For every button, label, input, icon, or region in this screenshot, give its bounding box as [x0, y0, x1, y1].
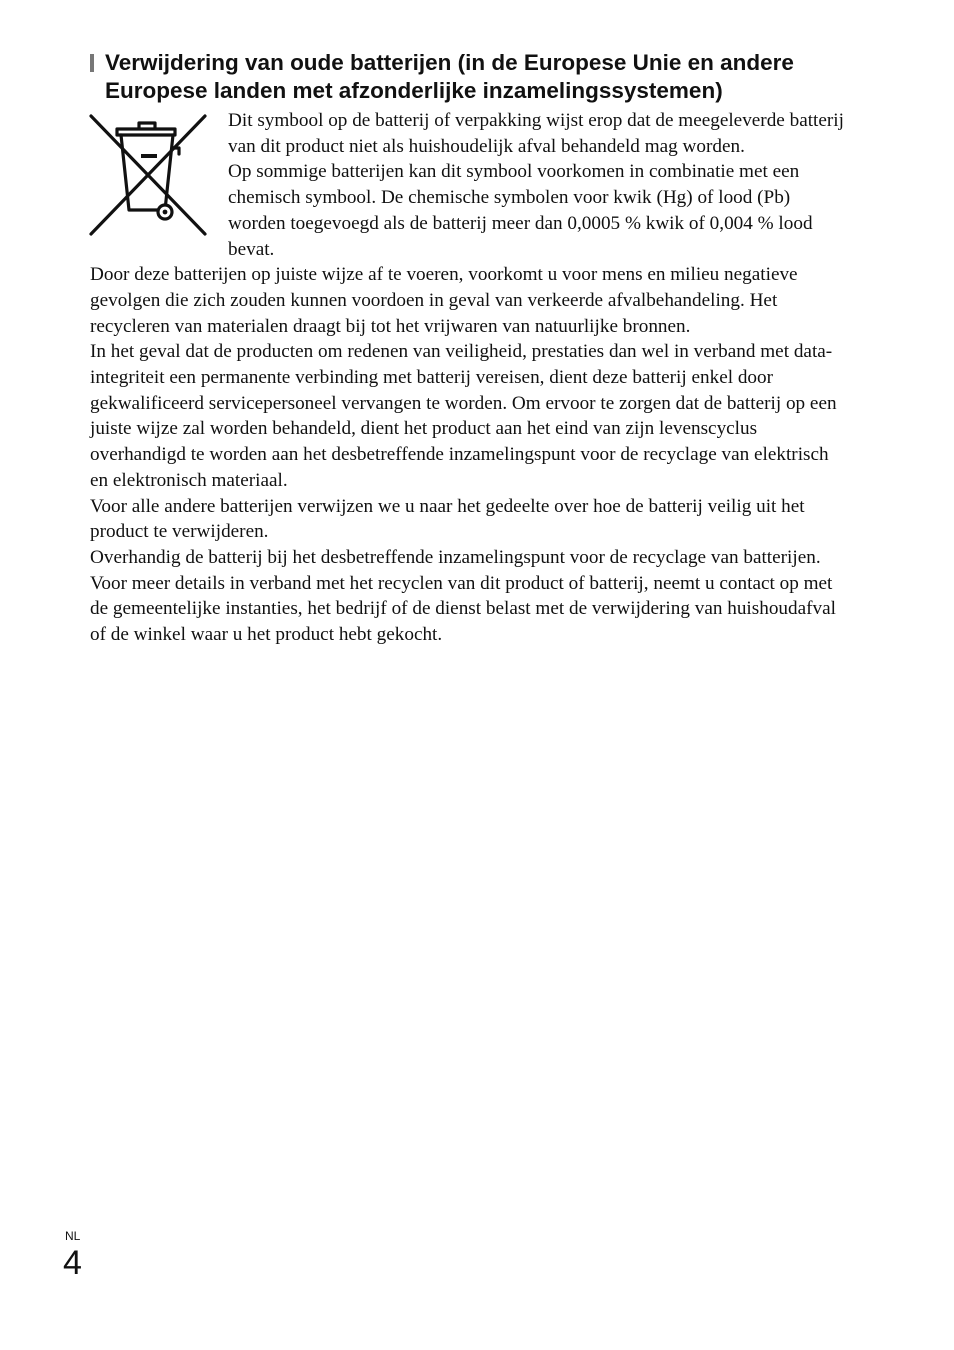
- page-language-code: NL: [65, 1229, 81, 1243]
- heading-marker-bar: [90, 54, 94, 72]
- section-heading-text: Verwijdering van oude batterijen (in de Europese Unie en andere Europese landen met afzonderlijke inzamelingssystemen): [105, 50, 794, 103]
- section-heading: [90, 49, 870, 105]
- paragraph: Voor alle andere batterijen verwijzen we u naar het gedeelte over hoe de batterij veilig uit het product te verwijderen.: [90, 495, 805, 543]
- paragraph: Overhandig de batterij bij het desbetreffende inzamelingspunt voor de recyclage van batterijen.: [90, 546, 821, 568]
- paragraph: In het geval dat de producten om redenen van veiligheid, prestaties dan wel in verband met data-integriteit een permanente verbinding met batterij vereisen, dient deze batterij enkel door gekwalificeerd servicepersoneel vervangen te worden. Om ervoor te zorgen dat de batterij op een juiste wijze zal worden behandeld, dient het product aan het eind van zijn levenscyclus overhandigd te worden aan het desbetreffende inzamelingspunt voor de recyclage van elektrisch en elektronisch materiaal.: [90, 341, 837, 491]
- paragraph: Door deze batterijen op juiste wijze af te voeren, voorkomt u voor mens en milieu negatieve gevolgen die zich zouden kunnen voordoen in geval van verkeerde afvalbehandeling. Het recycleren van materialen draagt bij tot het vrijwaren van natuurlijke bronnen.: [90, 264, 798, 337]
- paragraph: Dit symbool op de batterij of verpakking wijst erop dat de meegeleverde batterij van dit product niet als huishoudelijk afval behandeld mag worden.: [228, 110, 844, 157]
- section-body: [90, 108, 846, 648]
- paragraph: Op sommige batterijen kan dit symbool voorkomen in combinatie met een chemisch symbool. De chemische symbolen voor kwik (Hg) of lood (Pb) worden toegevoegd als de batterij meer dan 0,0005 % kwik of 0,004 % lood bevat.: [228, 161, 813, 260]
- paragraph: Voor meer details in verband met het recyclen van dit product of batterij, neemt u contact op met de gemeentelijke instanties, het bedrijf of de dienst belast met de verwijdering van huishoudafval of de winkel waar u het product hebt gekocht.: [90, 572, 836, 646]
- symbol-spacer: [90, 108, 228, 262]
- page-number: 4: [63, 1244, 82, 1282]
